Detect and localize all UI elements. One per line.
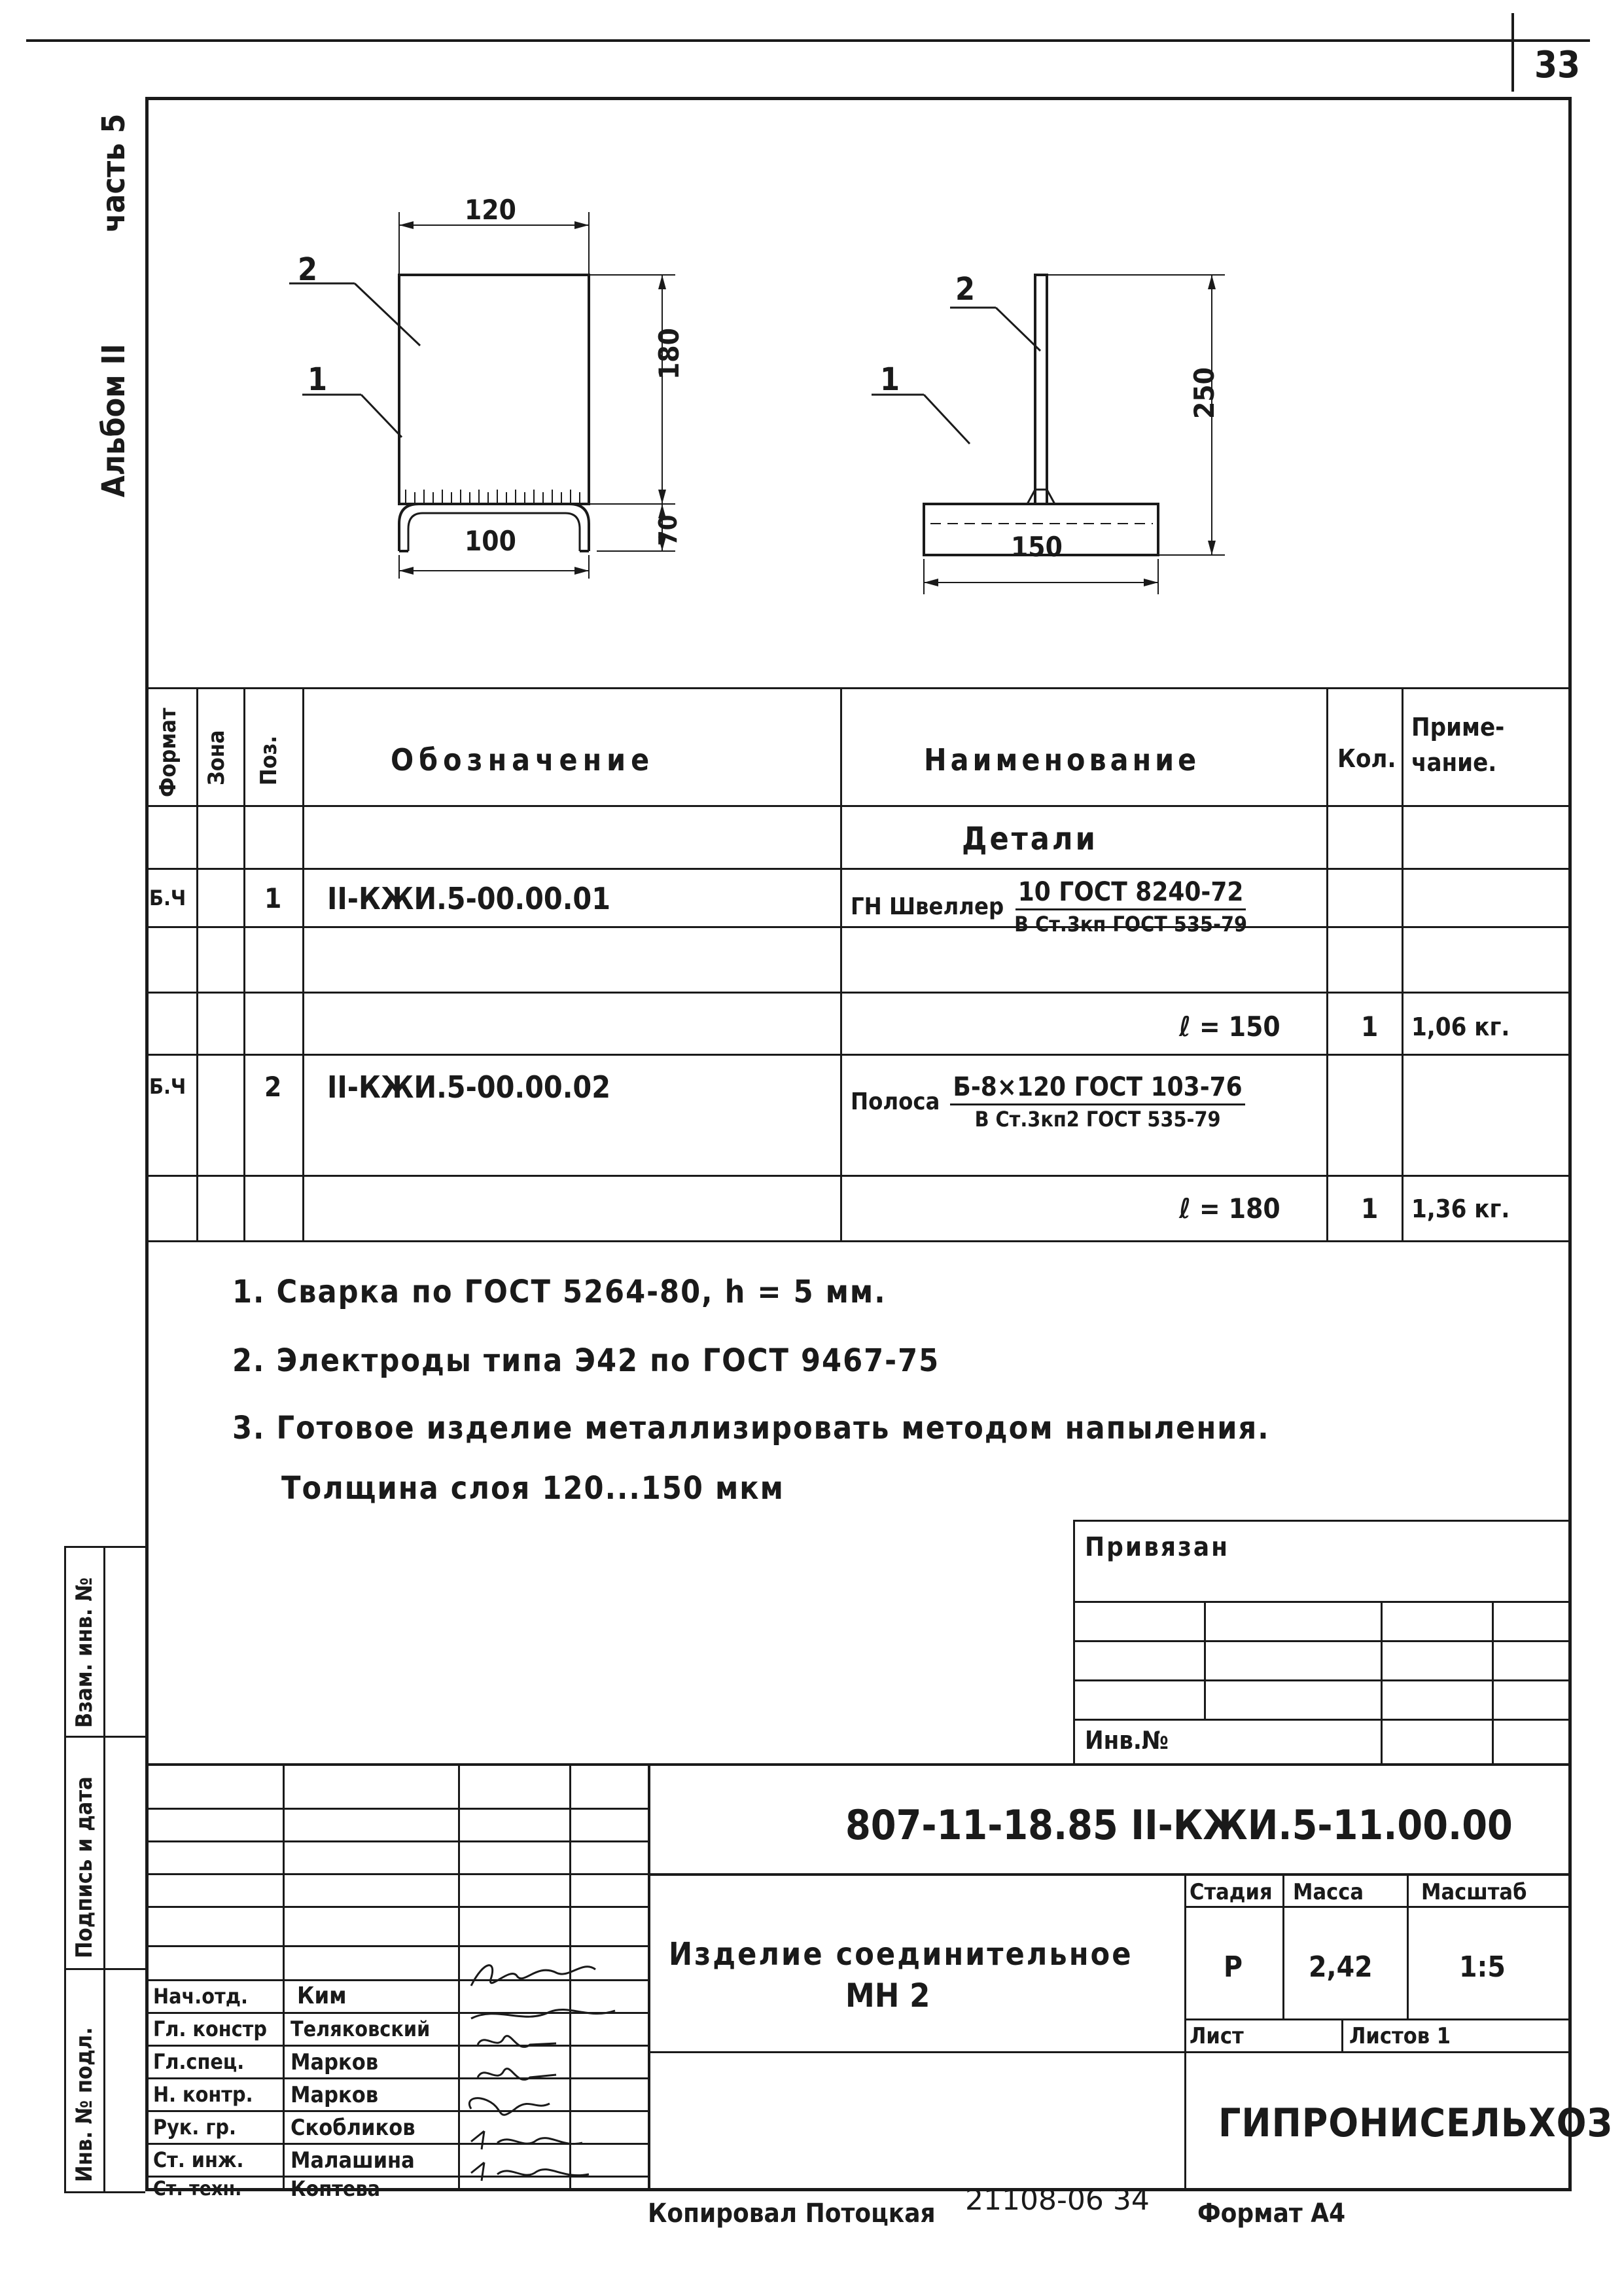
- row1-designation: II-КЖИ.5-00.00.01: [327, 881, 611, 916]
- header-designation: Обозначение: [391, 742, 655, 778]
- row1-format: Б.Ч: [149, 886, 186, 910]
- scale-value: 1:5: [1459, 1950, 1506, 1984]
- strip-sign-date: Подпись и дата: [71, 1776, 97, 1958]
- strip-orig-inv: Инв. № подл.: [71, 2027, 97, 2182]
- sig-row-5-role: Рук. гр.: [153, 2115, 236, 2140]
- header-name: Наименование: [924, 742, 1201, 778]
- row2-name: [851, 1072, 1245, 1132]
- sig-row-2-name: Теляковский: [291, 2017, 431, 2041]
- sheet-number-box-divider: [1511, 13, 1514, 92]
- header-note-2: чание.: [1411, 748, 1497, 777]
- sig-row-5-name: Скобликов: [291, 2115, 415, 2141]
- footer-copied-by: Копировал Потоцкая: [648, 2198, 936, 2229]
- row2-name-numerator: Б-8×120 ГОСТ 103-76: [950, 1072, 1244, 1105]
- sig-row-4-name: Марков: [291, 2082, 379, 2108]
- row1-note: 1,06 кг.: [1411, 1013, 1510, 1041]
- pos-label-view1-2: 2: [298, 251, 318, 288]
- sig-row-2-role: Гл. констр: [153, 2017, 267, 2041]
- row2-qty: 1: [1361, 1193, 1379, 1225]
- row1-name-prefix: ГН Швеллер: [851, 893, 1004, 920]
- part-label: часть 5: [96, 113, 132, 233]
- row2-pos: 2: [264, 1071, 282, 1103]
- mass-value: 2,42: [1309, 1950, 1373, 1984]
- product-name-line2: МН 2: [845, 1977, 930, 2015]
- product-name-line1: Изделие соединительное: [669, 1936, 1133, 1973]
- row2-name-denominator: В Ст.3кп2 ГОСТ 535-79: [974, 1107, 1221, 1132]
- header-pos: Поз.: [256, 735, 282, 785]
- spec-table: [145, 687, 1572, 1240]
- binding-box: [1073, 1520, 1572, 1763]
- header-format: Формат: [155, 708, 181, 797]
- document-code: 807-11-18.85 II-КЖИ.5-11.00.00: [845, 1801, 1513, 1849]
- sig-row-3-name: Марков: [291, 2049, 379, 2075]
- handwritten-signatures: [458, 1946, 648, 2191]
- view1-plate: [399, 275, 589, 504]
- section-title: Детали: [962, 821, 1098, 857]
- row1-name: [851, 877, 1247, 937]
- dim-view1-height-channel: 70: [654, 514, 682, 546]
- note-3-continued: Толщина слоя 120...150 мкм: [281, 1470, 785, 1507]
- dim-view2-bottom: 150: [1011, 531, 1063, 563]
- stage-label: Стадия: [1190, 1879, 1273, 1905]
- stage-value: Р: [1224, 1950, 1243, 1984]
- sig-row-1-name: Ким: [297, 1982, 347, 2009]
- row2-name-prefix: Полоса: [851, 1088, 940, 1115]
- note-2: 2. Электроды типа Э42 по ГОСТ 9467-75: [232, 1342, 940, 1379]
- row2-format: Б.Ч: [149, 1074, 186, 1099]
- row2-note: 1,36 кг.: [1411, 1194, 1510, 1223]
- row2-designation: II-КЖИ.5-00.00.02: [327, 1069, 611, 1105]
- binding-title: Привязан: [1085, 1532, 1230, 1562]
- row2-length: ℓ = 180: [1179, 1193, 1280, 1225]
- dim-view1-top: 120: [465, 194, 516, 226]
- sig-row-1-role: Нач.отд.: [153, 1984, 248, 2009]
- sig-row-7-role: Ст. техн.: [153, 2178, 242, 2200]
- view2-plate: [1035, 275, 1047, 504]
- sig-row-3-role: Гл.спец.: [153, 2049, 245, 2074]
- header-note-1: Приме-: [1411, 713, 1505, 742]
- row1-pos: 1: [264, 882, 282, 914]
- sheet-label: Лист: [1190, 2023, 1244, 2049]
- row1-length: ℓ = 150: [1179, 1011, 1280, 1043]
- pos-label-view1-1: 1: [308, 361, 328, 398]
- mass-label: Масса: [1293, 1879, 1364, 1905]
- sig-row-7-name: Коптева: [291, 2176, 381, 2201]
- note-3: 3. Готовое изделие металлизировать методом напыления.: [232, 1410, 1270, 1446]
- footer-archive-no: 21108-06 34: [965, 2183, 1150, 2217]
- organization: ГИПРОНИСЕЛЬХОЗ: [1218, 2100, 1613, 2146]
- scale-label: Масштаб: [1421, 1879, 1527, 1905]
- left-strip: [64, 1546, 145, 2191]
- drawing-views: [145, 97, 1572, 686]
- footer-format: Формат А4: [1197, 2198, 1346, 2229]
- binding-inv-label: Инв.№: [1085, 1726, 1169, 1755]
- note-1: 1. Сварка по ГОСТ 5264-80, h = 5 мм.: [232, 1274, 887, 1310]
- sheets-count-label: Листов 1: [1349, 2023, 1451, 2049]
- sig-row-6-role: Ст. инж.: [153, 2147, 244, 2172]
- row1-name-numerator: 10 ГОСТ 8240-72: [1015, 877, 1246, 910]
- album-label: Альбом II: [96, 344, 132, 497]
- header-zone: Зона: [203, 730, 230, 785]
- top-border-line: [26, 39, 1590, 42]
- album-part-label: [98, 114, 130, 497]
- dim-view1-bottom: 100: [465, 525, 516, 557]
- strip-replace-inv: Взам. инв. №: [71, 1577, 97, 1728]
- pos-label-view2-1: 1: [880, 361, 900, 398]
- sheet-number: 33: [1534, 44, 1581, 86]
- sig-row-4-role: Н. контр.: [153, 2082, 253, 2107]
- pos-label-view2-2: 2: [955, 271, 976, 308]
- sig-row-6-name: Малашина: [291, 2147, 415, 2174]
- row1-name-denominator: В Ст.3кп ГОСТ 535-79: [1014, 912, 1248, 937]
- dim-view1-height-plate: 180: [653, 328, 685, 380]
- row1-qty: 1: [1361, 1011, 1379, 1043]
- header-qty: Кол.: [1337, 744, 1396, 773]
- dim-view2-height: 250: [1188, 367, 1220, 419]
